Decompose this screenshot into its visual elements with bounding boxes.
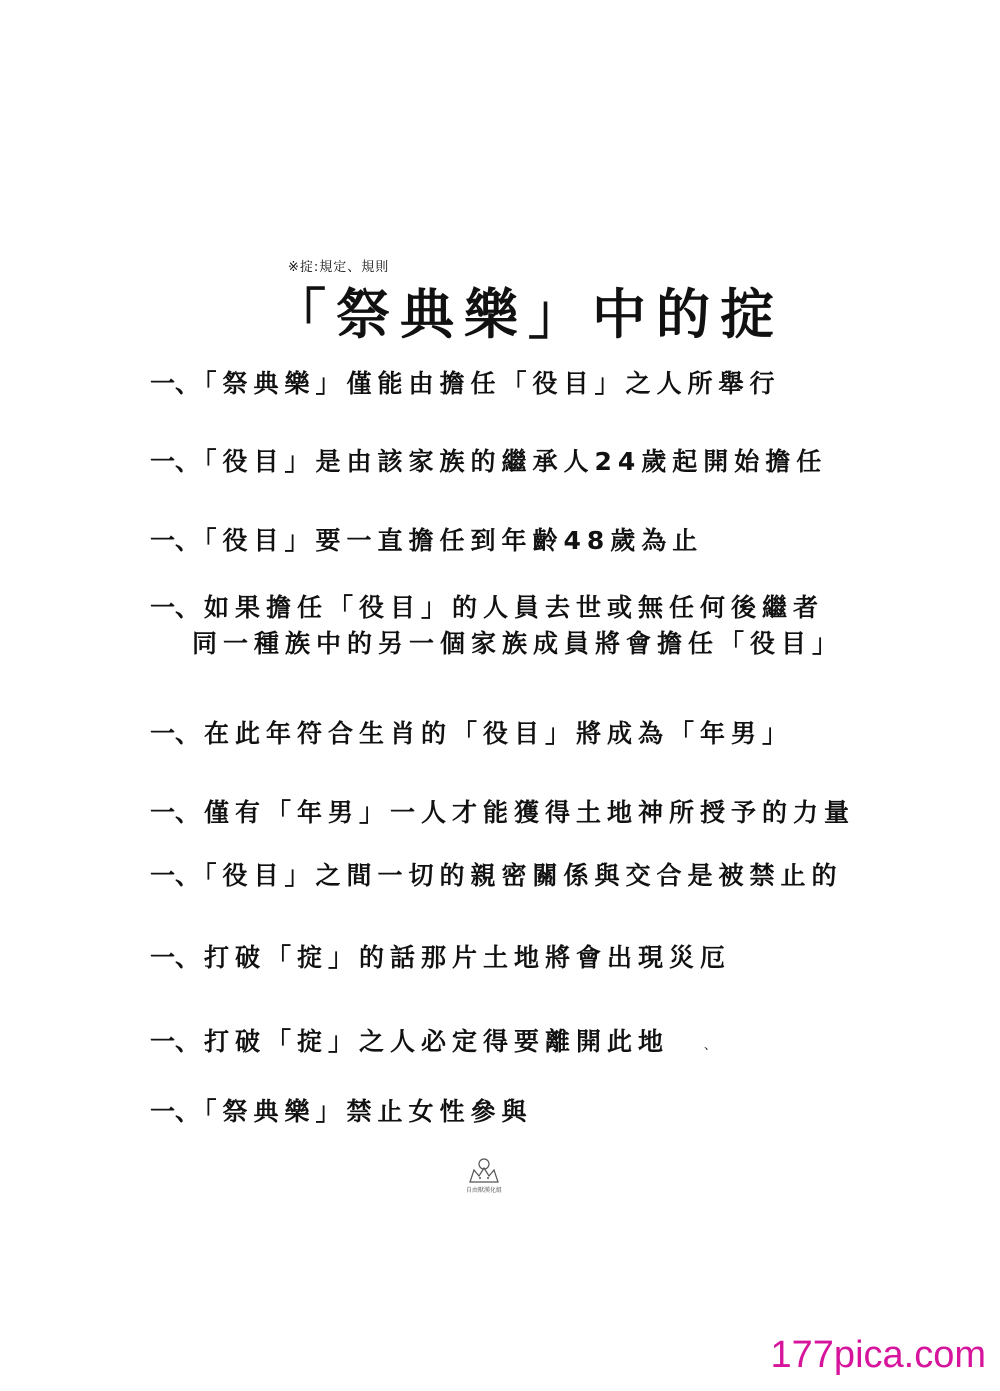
rule-text: 如果擔任「役目」的人員去世或無任何後繼者 (204, 593, 825, 622)
rule-prefix: 一、 (150, 943, 201, 972)
rule-text: 「祭典樂」僅能由擔任「役目」之人所舉行 (204, 369, 781, 398)
rule-item (150, 523, 703, 559)
rule-prefix: 一、 (150, 369, 201, 398)
stray-mark: 、 (704, 1038, 717, 1052)
logo-text: 自由獸漢化組 (465, 1187, 502, 1194)
rule-text-continuation: 同一種族中的另一個家族成員將會擔任「役目」 (192, 629, 844, 658)
rule-item (150, 590, 843, 662)
rule-prefix: 一、 (150, 798, 201, 827)
rule-text: 「役目」之間一切的親密關係與交合是被禁止的 (204, 861, 843, 890)
translator-logo (464, 1158, 504, 1194)
site-watermark: 177pica.com (770, 1334, 986, 1376)
definition-note: ※掟:規定、規則 (288, 260, 390, 275)
rule-item (150, 1094, 533, 1130)
rule-text: 在此年符合生肖的「役目」將成為「年男」 (204, 719, 794, 748)
cat-logo-icon (467, 1158, 501, 1184)
rule-prefix: 一、 (150, 526, 201, 555)
rule-prefix: 一、 (150, 1027, 201, 1056)
rule-prefix: 一、 (150, 1097, 201, 1126)
rule-text: 打破「掟」之人必定得要離開此地 (204, 1027, 670, 1056)
rule-prefix: 一、 (150, 719, 201, 748)
rule-item (150, 366, 781, 402)
rule-item (150, 858, 843, 894)
rule-item (150, 444, 827, 480)
rule-item (150, 795, 855, 831)
rule-prefix: 一、 (150, 447, 201, 476)
rule-text: 打破「掟」的話那片土地將會出現災厄 (204, 943, 732, 972)
rule-text: 僅有「年男」一人才能獲得土地神所授予的力量 (204, 798, 856, 827)
rule-prefix: 一、 (150, 861, 201, 890)
rule-text: 「役目」是由該家族的繼承人24歲起開始擔任 (204, 447, 828, 476)
rule-prefix: 一、 (150, 593, 201, 622)
rule-text: 「役目」要一直擔任到年齡48歲為止 (204, 526, 704, 555)
rule-item (150, 1024, 669, 1060)
rule-text: 「祭典樂」禁止女性參與 (204, 1097, 533, 1126)
rule-item (150, 716, 793, 752)
page-title: 「祭典樂」中的掟 (272, 283, 784, 346)
rule-item (150, 940, 731, 976)
